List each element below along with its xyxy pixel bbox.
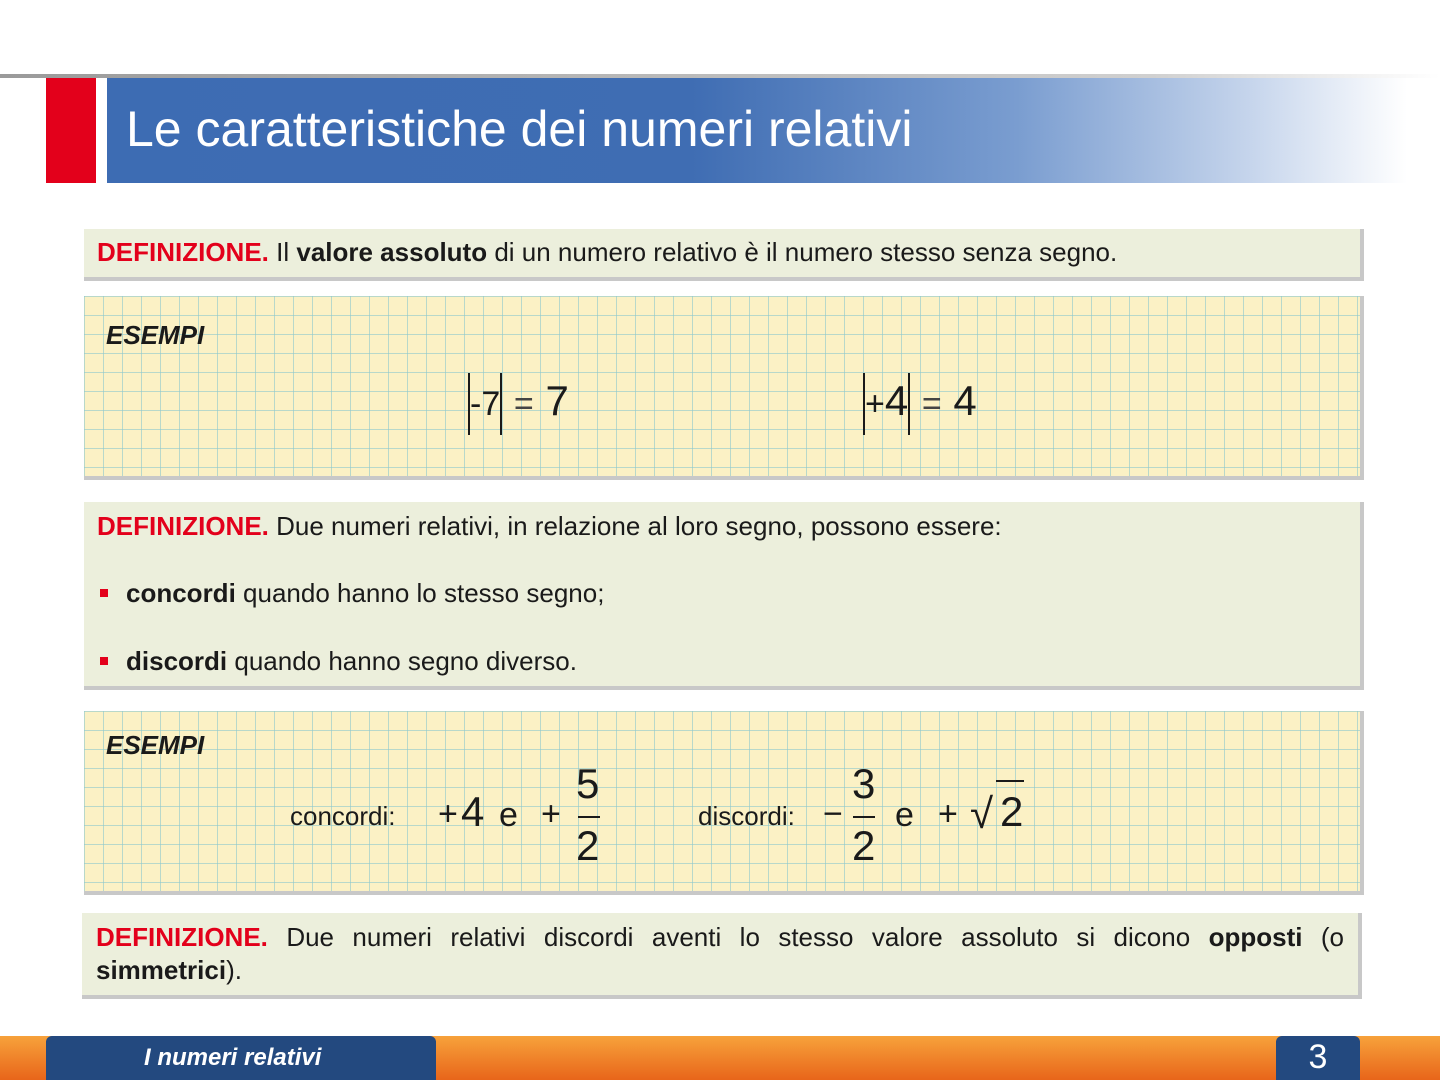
radicand: 2 — [1000, 788, 1024, 835]
header-red-accent — [46, 78, 96, 183]
text-fragment: (o — [1302, 922, 1345, 952]
fraction-denominator: 2 — [852, 822, 876, 869]
abs-inner-value: 4 — [884, 377, 909, 424]
text-fragment: Due numeri relativi discordi aventi lo stesso valore assoluto si dicono — [267, 922, 1209, 952]
abs-bar-right — [500, 373, 502, 435]
discordi-plus: + — [938, 795, 958, 833]
text-fragment: ). — [226, 955, 242, 985]
fraction-numerator: 3 — [852, 760, 876, 807]
definition-label: DEFINIZIONE. — [97, 237, 269, 267]
bullet-icon — [100, 657, 108, 665]
equals-sign: = — [513, 385, 534, 423]
list-item-concordi — [126, 577, 604, 610]
fraction-denominator: 2 — [576, 822, 600, 869]
fraction-numerator: 5 — [576, 760, 600, 807]
definition-label: DEFINIZIONE. — [97, 511, 269, 541]
abs-inner-sign: + — [865, 385, 885, 423]
text-fragment: Il — [268, 237, 297, 267]
conjunction-e: e — [499, 796, 518, 834]
keyword-valore-assoluto: valore assoluto — [296, 237, 488, 267]
bullet-icon — [100, 589, 108, 597]
example-abs-plus-4 — [863, 370, 977, 435]
radical-overline — [996, 780, 1024, 782]
footer-section-title: I numeri relativi — [144, 1044, 322, 1071]
keyword-concordi: concordi — [126, 578, 236, 608]
keyword-discordi: discordi — [126, 646, 228, 676]
abs-inner-value: -7 — [470, 385, 501, 423]
concordi-sign: + — [438, 795, 458, 833]
concordi-value-4: 4 — [461, 788, 485, 835]
page-number: 3 — [1308, 1038, 1328, 1076]
keyword-opposti: opposti — [1208, 922, 1303, 952]
discordi-minus: − — [823, 795, 843, 833]
definition-label: DEFINIZIONE. — [96, 922, 268, 952]
concordi-label: concordi: — [290, 801, 396, 831]
fraction-bar — [578, 816, 600, 818]
conjunction-e: e — [895, 796, 914, 834]
examples-heading: ESEMPI — [106, 730, 205, 760]
keyword-simmetrici: simmetrici — [96, 955, 227, 985]
examples-heading: ESEMPI — [106, 320, 205, 350]
definition-text-opposti — [96, 921, 1344, 987]
square-root-icon: √ — [970, 790, 994, 837]
definition-text-absolute-value — [97, 236, 1117, 269]
list-item-discordi — [126, 645, 577, 678]
text-fragment: di un numero relativo è il numero stesso senza segno. — [487, 237, 1118, 267]
abs-bar-right — [908, 373, 910, 435]
abs-result: 7 — [545, 377, 569, 424]
text-fragment: Due numeri relativi, in relazione al loro segno, possono essere: — [268, 511, 1002, 541]
equals-sign: = — [921, 385, 942, 423]
examples-panel-absolute-value — [84, 296, 1364, 480]
abs-result: 4 — [953, 377, 977, 424]
example-abs-minus-7 — [468, 370, 569, 435]
page-title: Le caratteristiche dei numeri relativi — [126, 101, 913, 157]
text-fragment: quando hanno lo stesso segno; — [235, 578, 605, 608]
discordi-label: discordi: — [698, 801, 795, 831]
concordi-plus: + — [541, 795, 561, 833]
definition-text-concordi-discordi — [97, 510, 1002, 543]
fraction-bar — [853, 816, 875, 818]
text-fragment: quando hanno segno diverso. — [227, 646, 577, 676]
